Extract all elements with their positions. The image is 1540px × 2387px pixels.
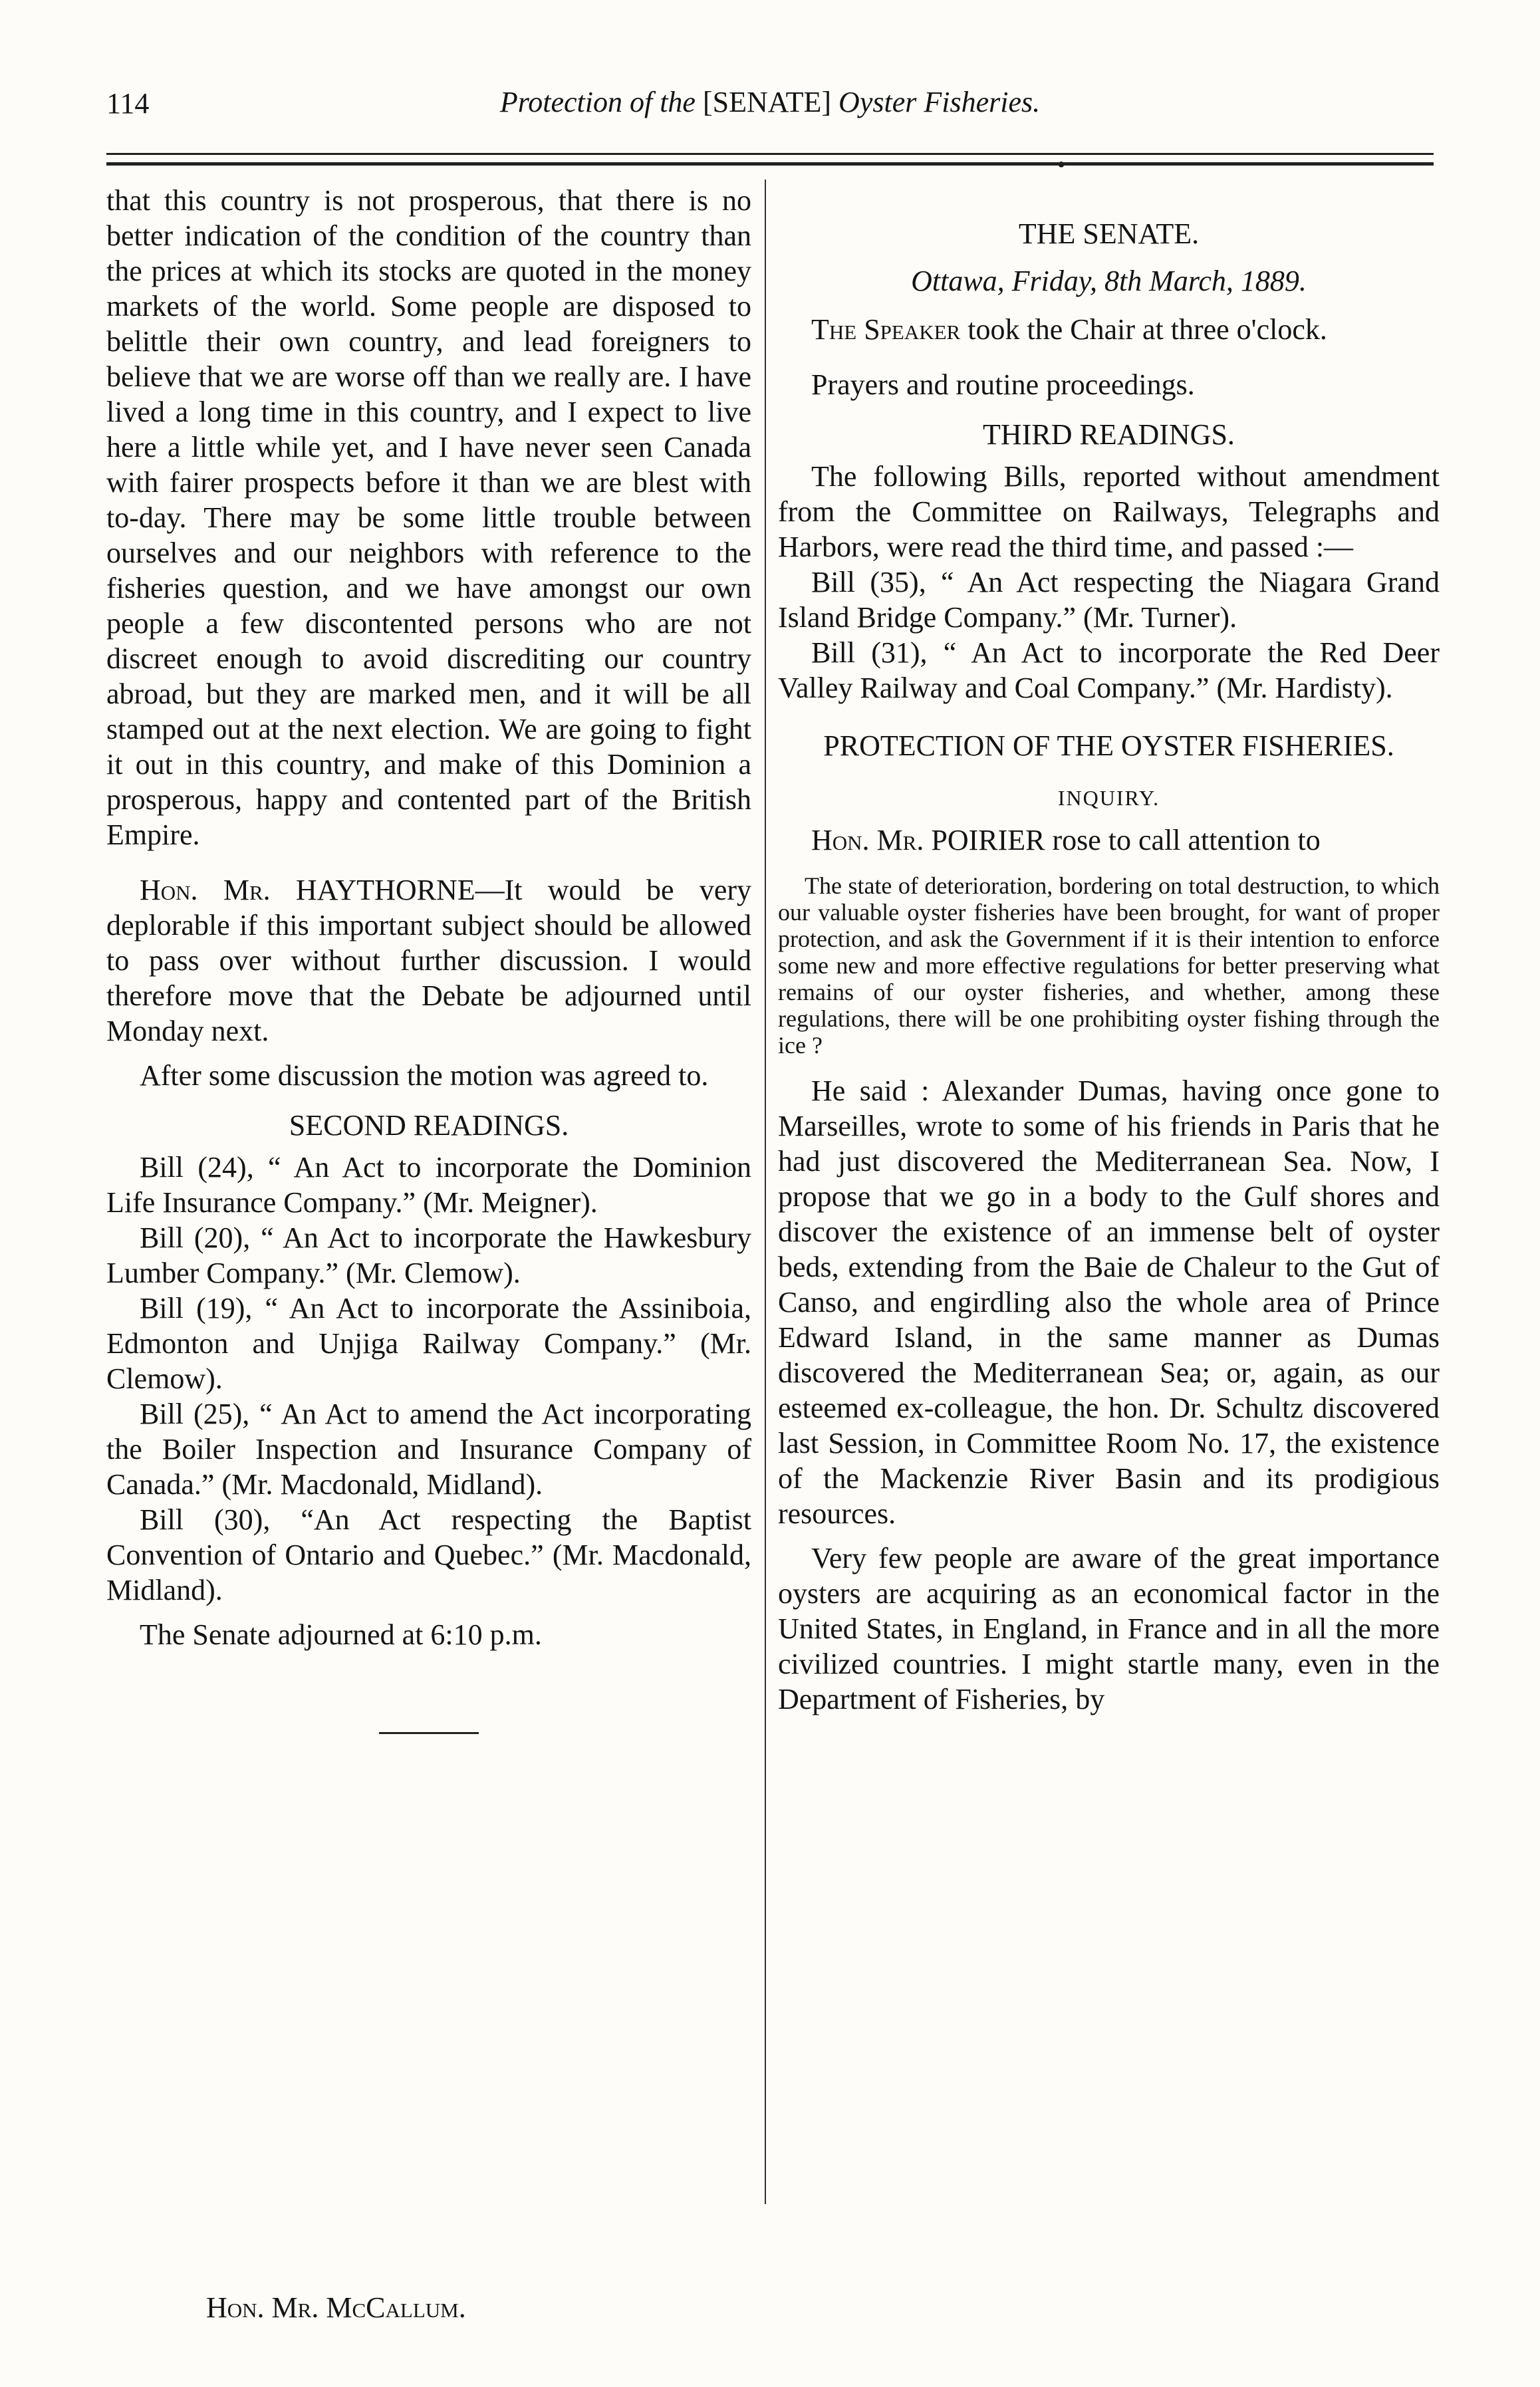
poirier-speech: He said : Alexander Dumas, having once gone to Marseilles, wrote to some of his friends in Paris that he had just discovered the Mediterranean Sea. Now, I propose that we go in a body to the Gulf shores and discover the existence of an immense belt of oyster beds, extending from the Baie de Chaleur to the Gut of Canso, and engirdling also the whole area of Prince Edward Island, in the same manner as Dumas discovered the Mediterranean Sea; or, again, as our esteemed ex-colleague, the hon. Dr. Schultz discovered last Session, in Committee Room No. 17, the existence of the Mackenzie River Basin and its prodigious resources. xyxy=(778,1074,1440,1530)
header-title-part2: Oyster Fisheries. xyxy=(838,86,1041,118)
third-readings-heading: THIRD READINGS. xyxy=(983,418,1235,451)
prayers: Prayers and routine proceedings. xyxy=(811,368,1195,401)
bill-19: Bill (19), “ An Act to incorporate the Assiniboia, Edmonton and Unjiga Railway Company.” (Mr. Clemow). xyxy=(106,1292,751,1395)
haythorne-paragraph xyxy=(106,872,751,1049)
left-column xyxy=(106,183,751,1734)
haythorne-text: —It would be very deplorable if this important subject should be allowed to pass over without further discussion. I would therefore move that the Debate be adjourned until Monday next. xyxy=(106,874,751,1047)
bill-30: Bill (30), “An Act respecting the Baptist Convention of Ontario and Quebec.” (Mr. Macdonald, Midland). xyxy=(106,1503,751,1606)
bill-24: Bill (24), “ An Act to incorporate the Dominion Life Insurance Company.” (Mr. Meigner). xyxy=(106,1151,751,1219)
poirier-text: rose to call attention to xyxy=(1045,824,1321,856)
second-readings-heading: SECOND READINGS. xyxy=(289,1109,569,1142)
bill-20: Bill (20), “ An Act to incorporate the Hawkesbury Lumber Company.” (Mr. Clemow). xyxy=(106,1221,751,1289)
protection-heading: PROTECTION OF THE OYSTER FISHERIES. xyxy=(823,729,1394,762)
poirier-speaker: Hon. Mr. POIRIER xyxy=(811,824,1045,856)
right-column xyxy=(778,183,1440,1717)
haythorne-speaker: Hon. Mr. HAYTHORNE xyxy=(140,874,475,906)
header-title-part1: Protection of the xyxy=(499,86,696,118)
header-rule-thick xyxy=(106,162,1434,166)
bill-31: Bill (31), “ An Act to incorporate the Red Deer Valley Railway and Coal Company.” (Mr. Hardisty). xyxy=(778,636,1440,704)
running-header xyxy=(0,85,1540,119)
poirier-speech-continued: Very few people are aware of the great importance oysters are acquiring as an economical factor in the United States, in England, in France and in all the more civilized countries. I might startle many, even in the Department of Fisheries, by xyxy=(778,1542,1440,1715)
column-divider xyxy=(765,180,766,2204)
motion-agreed: After some discussion the motion was agreed to. xyxy=(140,1059,709,1092)
section-end-rule xyxy=(379,1732,479,1734)
page-number: 114 xyxy=(106,87,150,120)
header-bracket: [SENATE] xyxy=(702,86,832,118)
third-readings-intro: The following Bills, reported without amendment from the Committee on Railways, Telegraphs and Harbors, were read the third time, and passed :— xyxy=(778,460,1440,563)
senate-adjourned: The Senate adjourned at 6:10 p.m. xyxy=(140,1618,542,1651)
bill-35: Bill (35), “ An Act respecting the Niagara Grand Island Bridge Company.” (Mr. Turner). xyxy=(778,566,1440,634)
bill-25: Bill (25), “ An Act to amend the Act incorporating the Boiler Inspection and Insurance Company of Canada.” (Mr. Macdonald, Midland). xyxy=(106,1398,751,1501)
left-paragraph-continued: that this country is not prosperous, that there is no better indication of the condition of the country than the prices at which its stocks are quoted in the money markets of the world. Some people are disposed to belittle their own country, and lead foreigners to believe that we are worse off than we really are. I have lived a long time in this country, and I expect to live here a little while yet, and I have never seen Canada with fairer prospects before it than we are blest with to-day. There may be some little trouble between ourselves and our neighbors with reference to the fisheries question, and we have amongst our own people a few discontented persons who are not discreet enough to avoid discrediting our country abroad, but they are marked men, and it will be all stamped out at the next election. We are going to fight it out in this country, and make of this Dominion a prosperous, happy and contented part of the British Empire. xyxy=(106,184,751,851)
session-date: Ottawa, Friday, 8th March, 1889. xyxy=(911,265,1307,297)
header-rule-thin xyxy=(106,153,1434,155)
speaker-took-chair xyxy=(778,312,1440,347)
poirier-intro xyxy=(778,822,1440,858)
speaker-label: The Speaker xyxy=(811,313,961,346)
inquiry-motion: The state of deterioration, bordering on total destruction, to which our valuable oyster fisheries have been brought, for want of proper protection, and ask the Government if it is their intention to enforce some new and more effective regulations for better preserving what remains of our oyster fisheries, and whether, among these regulations, there will be one prohibiting oyster fishing through the ice ? xyxy=(778,872,1440,1059)
inquiry-heading: INQUIRY. xyxy=(1057,786,1160,810)
footer-speaker: Hon. Mr. McCallum. xyxy=(206,2291,466,2324)
senate-heading: THE SENATE. xyxy=(1018,217,1200,250)
speaker-text: took the Chair at three o'clock. xyxy=(960,313,1327,346)
header-rule-ornament: ● xyxy=(1057,157,1066,172)
